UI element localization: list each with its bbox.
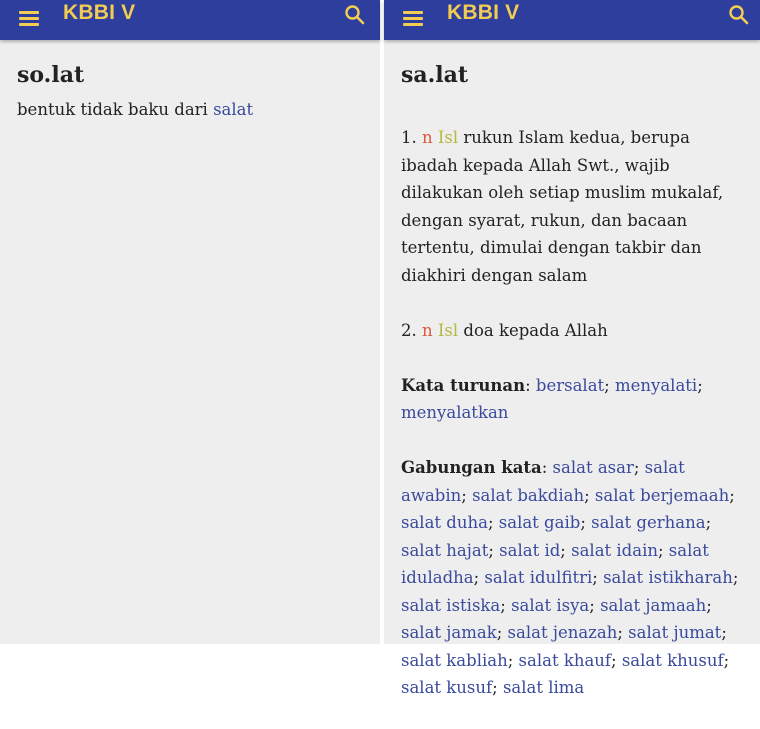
- sense-number: 1.: [401, 128, 417, 147]
- word-link[interactable]: salat awabin: [401, 458, 685, 505]
- sense-1: [401, 124, 751, 289]
- word-link[interactable]: salat jamaah: [600, 595, 707, 615]
- word-link[interactable]: salat id: [499, 540, 561, 560]
- word-link[interactable]: salat isya: [511, 595, 590, 615]
- word-link[interactable]: salat jamak: [401, 623, 497, 642]
- pos-label: n: [422, 320, 433, 340]
- search-icon[interactable]: [343, 3, 367, 27]
- word-link[interactable]: salat lima: [502, 678, 585, 697]
- app-bar: [384, 0, 760, 40]
- word-link[interactable]: salat idain: [571, 540, 658, 560]
- word-link[interactable]: menyalati: [614, 375, 698, 395]
- word-link[interactable]: salat bakdiah: [472, 485, 585, 505]
- sense-2: [401, 317, 751, 345]
- word-link[interactable]: salat khauf: [518, 650, 612, 670]
- word-link[interactable]: salat hajat: [401, 540, 489, 560]
- kata-turunan-label: Kata turunan: [401, 375, 526, 395]
- word-link[interactable]: salat berjemaah: [594, 485, 730, 505]
- link-salat[interactable]: salat: [213, 100, 254, 119]
- right-panel: [384, 0, 760, 697]
- app-title: KBBI V: [63, 1, 136, 24]
- word-link[interactable]: bersalat: [535, 375, 605, 395]
- domain-label: Isl: [437, 320, 459, 340]
- kata-turunan: Kata turunan: bersalat; menyalati; menyalatkan: [401, 375, 703, 422]
- sense-text: rukun Islam kedua, berupa ibadah kepada Allah Swt., wajib dilakukan oleh setiap muslim mukalaf, dengan syarat, rukun, dan bacaan tertentu, dimulai dengan takbir dan diakhiri dengan salam: [401, 128, 724, 285]
- gabungan-kata-label: Gabungan kata: [401, 458, 542, 477]
- app-bar: [0, 0, 380, 40]
- hamburger-menu-icon[interactable]: [402, 7, 424, 27]
- headword: so.lat: [17, 62, 85, 88]
- entry-body: [401, 124, 751, 729]
- gabungan-kata: Gabungan kata: salat asar; salat awabin; salat bakdiah; salat berjemaah; salat duha; salat gaib; salat gerhana; salat hajat; salat id; salat idain; salat iduladha; salat idulfitri; salat istikharah; salat istiska; salat isya; salat jamaah; salat jamak; salat jenazah; salat jumat; salat kabliah; salat khauf; salat khusuf; salat kusuf; salat lima: [401, 458, 739, 697]
- word-link[interactable]: salat kusuf: [401, 678, 493, 697]
- word-link[interactable]: salat jenazah: [507, 623, 618, 642]
- definition-text: bentuk tidak baku dari: [17, 100, 214, 119]
- app-title: KBBI V: [447, 1, 520, 24]
- definition: [17, 98, 253, 122]
- sense-number: 2.: [401, 320, 417, 340]
- word-link[interactable]: salat gaib: [498, 513, 581, 532]
- word-link[interactable]: menyalatkan: [401, 403, 509, 422]
- domain-label: Isl: [437, 128, 459, 147]
- sense-text: doa kepada Allah: [463, 320, 608, 340]
- search-icon[interactable]: [727, 3, 751, 27]
- word-link[interactable]: salat duha: [401, 513, 488, 532]
- word-link[interactable]: salat asar: [552, 458, 634, 477]
- pos-label: n: [422, 128, 433, 147]
- word-link[interactable]: salat istiska: [401, 595, 501, 615]
- headword: sa.lat: [401, 62, 469, 88]
- word-link[interactable]: salat jumat: [628, 623, 722, 642]
- word-link[interactable]: salat kabliah: [401, 650, 508, 670]
- word-link[interactable]: salat iduladha: [401, 540, 709, 587]
- word-link[interactable]: salat khusuf: [621, 650, 724, 670]
- word-link[interactable]: salat gerhana: [591, 513, 706, 532]
- hamburger-menu-icon[interactable]: [18, 7, 40, 27]
- word-link[interactable]: salat idulfitri: [484, 568, 593, 587]
- word-link[interactable]: salat istikharah: [603, 568, 733, 587]
- left-panel: [0, 0, 380, 644]
